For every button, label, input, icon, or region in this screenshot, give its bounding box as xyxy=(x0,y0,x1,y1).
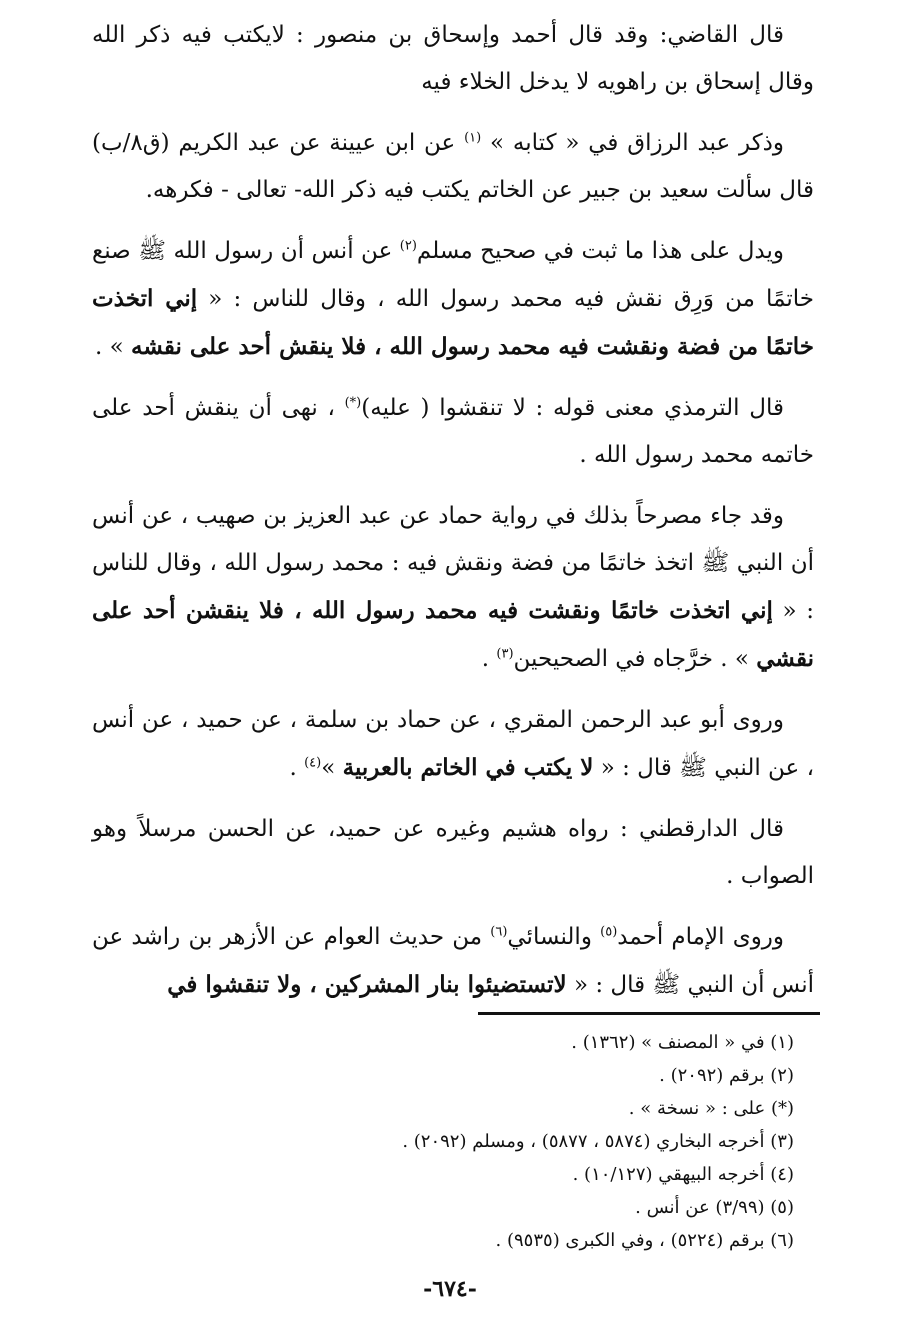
text-run: والنسائي xyxy=(507,924,601,950)
text-run: . xyxy=(289,755,305,781)
text-run: من حديث العوام عن الأزهر بن راشد عن أنس أن النبي ﷺ قال : « xyxy=(92,924,814,998)
text-run: . xyxy=(481,646,497,672)
text-run: عن ابن عيينة عن عبد الكريم (ق٨/ب) قال سألت سعيد بن جبير عن الخاتم يكتب فيه ذكر الله- تعالى - فكرهه. xyxy=(92,130,814,203)
text-run: وذكر عبد الرزاق في « كتابه » xyxy=(481,130,784,156)
paragraph xyxy=(92,493,814,683)
footnotes xyxy=(92,1026,794,1257)
footnote: (٥) (٣/٩٩) عن أنس . xyxy=(635,1197,794,1218)
text-run: قال الترمذي معنى قوله : لا تنقشوا ( عليه) xyxy=(361,395,784,421)
paragraph xyxy=(92,120,814,214)
footnote-divider xyxy=(478,1012,820,1015)
text-run: ، نهى أن ينقش أحد على خاتمه محمد رسول الله . xyxy=(92,395,814,468)
paragraph xyxy=(92,228,814,371)
text-run: وروى أبو عبد الرحمن المقري ، عن حماد بن سلمة ، عن حميد ، عن أنس ، عن النبي ﷺ قال : « xyxy=(92,707,814,781)
footnote-ref: (٢) xyxy=(399,238,417,254)
text-run: وقد جاء مصرحاً بذلك في رواية حماد عن عبد العزيز بن صهيب ، عن أنس أن النبي ﷺ اتخذ خاتمًا من فضة ونقش فيه : محمد رسول الله ، وقال للناس : « xyxy=(92,503,814,624)
footnote-ref: (٤) xyxy=(304,755,322,771)
footnote-ref: (٦) xyxy=(490,924,508,940)
text-run: قال الدارقطني : رواه هشيم وغيره عن حميد، عن الحسن مرسلاً وهو الصواب . xyxy=(92,816,814,889)
footnote-ref: (٥) xyxy=(600,924,618,940)
paragraph xyxy=(92,697,814,792)
hadith-quote: إني اتخذت خاتمًا من فضة ونقشت فيه محمد رسول الله ، فلا ينقش أحد على نقشه xyxy=(92,285,814,360)
footnote-ref: (٣) xyxy=(496,646,514,662)
text-run: قال القاضي: وقد قال أحمد وإسحاق بن منصور : لايكتب فيه ذكر الله وقال إسحاق بن راهويه لا يدخل الخلاء فيه xyxy=(92,22,814,95)
paragraph xyxy=(92,12,814,106)
footnote: (١) في « المصنف » (١٣٦٢) . xyxy=(571,1032,794,1053)
footnote: (٣) أخرجه البخاري (٥٨٧٤ ، ٥٨٧٧) ، ومسلم (٢٠٩٢) . xyxy=(402,1131,794,1152)
footnote: (*) على : « نسخة » . xyxy=(628,1098,794,1119)
paragraph xyxy=(92,806,814,900)
page-number: -٦٧٤- xyxy=(423,1276,477,1302)
footnote: (٤) أخرجه البيهقي (١٠/١٢٧) . xyxy=(572,1164,794,1185)
paragraph xyxy=(92,385,814,479)
text-run: عن أنس أن رسول الله ﷺ صنع خاتمًا من وَرِق نقش فيه محمد رسول الله ، وقال للناس : « xyxy=(92,238,814,312)
main-text xyxy=(92,12,814,1023)
text-run: ويدل على هذا ما ثبت في صحيح مسلم xyxy=(416,238,784,264)
hadith-quote: إني اتخذت خاتمًا ونقشت فيه محمد رسول الله ، فلا ينقشن أحد على نقشي xyxy=(92,597,814,672)
footnote: (٢) برقم (٢٠٩٢) . xyxy=(659,1065,794,1086)
footnote-ref: (*) xyxy=(344,395,362,411)
text-run: وروى الإمام أحمد xyxy=(617,924,785,950)
footnote: (٦) برقم (٥٢٢٤) ، وفي الكبرى (٩٥٣٥) . xyxy=(495,1230,794,1251)
hadith-quote: لا يكتب في الخاتم بالعربية xyxy=(342,754,594,781)
text-run: » . xyxy=(94,334,131,360)
footnote-ref: (١) xyxy=(464,130,482,146)
text-run: » . خرَّجاه في الصحيحين xyxy=(513,646,757,672)
text-run: » xyxy=(321,755,343,781)
paragraph xyxy=(92,914,814,1009)
hadith-quote: لاتستضيئوا بنار المشركين ، ولا تنقشوا في xyxy=(167,971,567,998)
